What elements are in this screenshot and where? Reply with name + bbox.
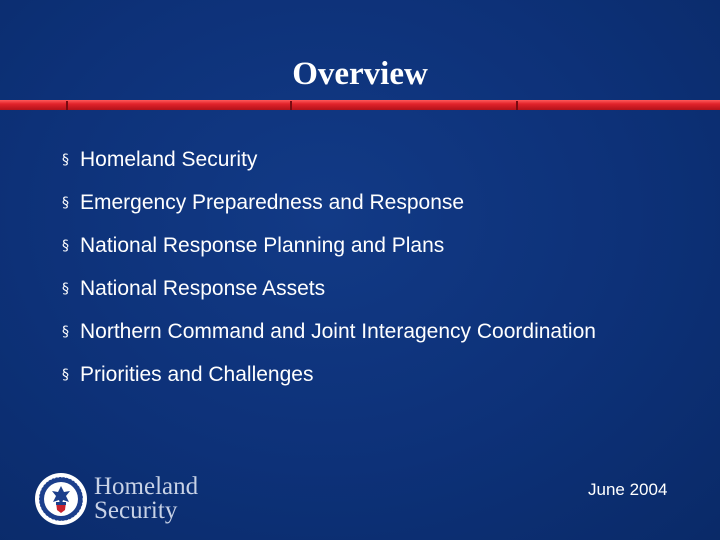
bullet-item xyxy=(62,310,596,353)
logo-wordmark xyxy=(94,475,198,523)
bullet-text: National Response Assets xyxy=(80,276,326,300)
bullet-text: Homeland Security xyxy=(80,147,258,171)
divider-tick xyxy=(516,101,518,110)
bullet-marker: § xyxy=(62,194,69,211)
slide-title: Overview xyxy=(292,56,428,92)
divider-tick xyxy=(66,101,68,110)
logo-line-1: Homeland xyxy=(94,473,199,500)
bullet-item xyxy=(62,138,596,181)
bullet-marker: § xyxy=(62,237,69,254)
divider-tick xyxy=(290,101,292,110)
bullet-text: Northern Command and Joint Interagency Coordination xyxy=(80,319,596,343)
bullet-marker: § xyxy=(62,280,69,297)
bullet-list xyxy=(62,138,596,396)
bullet-text: Emergency Preparedness and Response xyxy=(80,190,465,214)
homeland-security-logo xyxy=(34,472,198,526)
logo-line-2: Security xyxy=(94,497,178,524)
title-divider xyxy=(0,100,720,110)
bullet-text: Priorities and Challenges xyxy=(80,362,314,386)
bullet-marker: § xyxy=(62,366,69,383)
dhs-seal-icon xyxy=(34,472,88,526)
bullet-item xyxy=(62,224,596,267)
bullet-marker: § xyxy=(62,323,69,340)
slide-date: June 2004 xyxy=(588,480,668,499)
bullet-marker: § xyxy=(62,151,69,168)
bullet-text: National Response Planning and Plans xyxy=(80,233,445,257)
bullet-item xyxy=(62,353,596,396)
bullet-item xyxy=(62,181,596,224)
bullet-item xyxy=(62,267,596,310)
